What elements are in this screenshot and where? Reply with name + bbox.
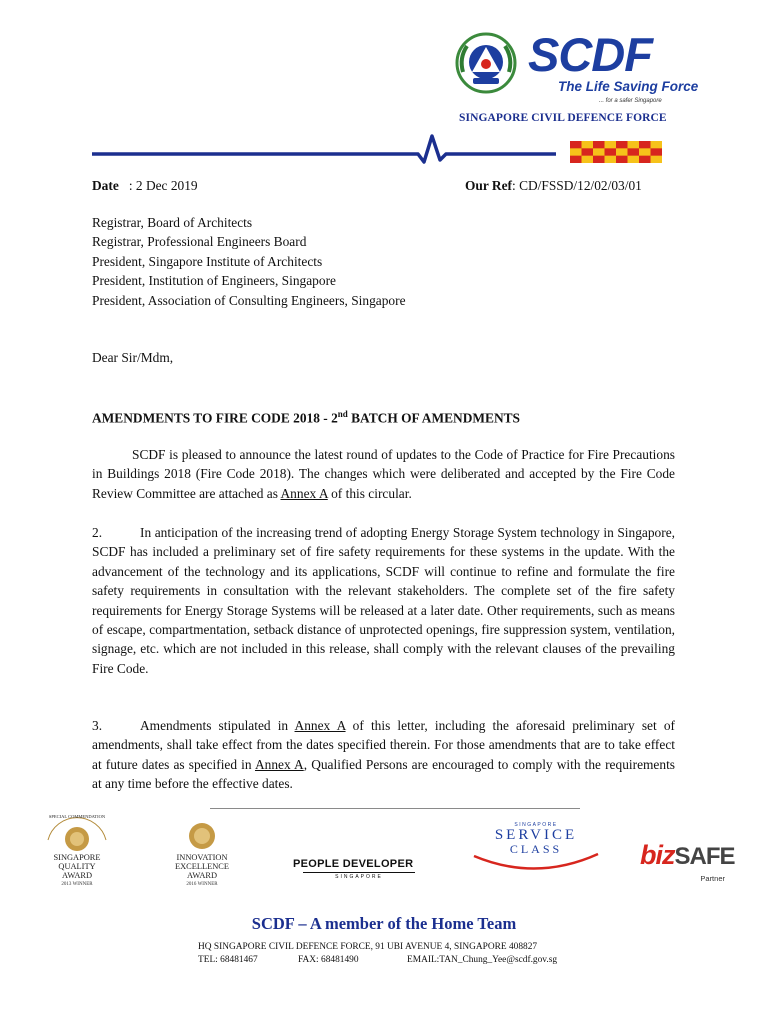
reference-line — [465, 176, 642, 195]
service-class-logo — [470, 822, 602, 882]
paragraph-3-number: 3. — [92, 718, 103, 733]
service-class-line2: CLASS — [509, 842, 563, 856]
ref-value: : CD/FSSD/12/02/03/01 — [512, 178, 642, 193]
footer-address: HQ SINGAPORE CIVIL DEFENCE FORCE, 91 UBI AVENUE 4, SINGAPORE 408827 — [198, 942, 538, 952]
paragraph-1 — [92, 445, 675, 503]
paragraph-3-text: Amendments stipulated in — [140, 718, 295, 733]
service-class-top: SINGAPORE — [514, 822, 558, 828]
checkered-pattern — [570, 141, 662, 163]
bizsafe-partner: Partner — [700, 874, 725, 883]
people-developer-text: PEOPLE DEVELOPER — [293, 858, 414, 870]
addressee-line: President, Institution of Engineers, Singapore — [92, 273, 336, 289]
ref-label: Our Ref — [465, 178, 512, 193]
scdf-tagline: The Life Saving Force — [558, 79, 699, 94]
subject-text-end: BATCH OF AMENDMENTS — [347, 410, 521, 426]
sqa-line: QUALITY — [58, 862, 96, 871]
paragraph-2 — [92, 523, 675, 678]
paragraph-1-text: SCDF is pleased to announce the latest round of updates to the Code of Practice for Fire Precautions in Buildings 2018 (Fire Code 2018). The changes which were deliberated and accepted by the Fire Code Review Committee are attached as — [92, 447, 675, 501]
footer-fax: FAX: 68481490 — [298, 955, 359, 965]
footer-email: EMAIL:TAN_Chung_Yee@scdf.gov.sg — [407, 955, 558, 965]
scdf-crest-logo — [455, 32, 517, 94]
iea-line: AWARD — [186, 871, 218, 880]
sqa-line: SINGAPORE — [53, 853, 101, 862]
iea-year: 2016 WINNER — [186, 882, 218, 887]
iea-line: EXCELLENCE — [175, 862, 229, 871]
sqa-name — [38, 853, 116, 889]
addressee-list — [92, 213, 406, 310]
footer-rule — [210, 808, 580, 809]
subject-heading — [92, 405, 520, 428]
bizsafe-biz: biz — [640, 840, 675, 870]
paragraph-3-text: , Qualified Persons are encouraged to comply with the requirements at any time before the effective dates. — [92, 756, 676, 792]
scdf-wordmark: SCDF — [528, 28, 652, 81]
lion-head-icon — [163, 812, 241, 852]
singapore-quality-award-logo — [38, 812, 116, 898]
salutation: Dear Sir/Mdm, — [92, 350, 174, 365]
subject-text: AMENDMENTS TO FIRE CODE 2018 - 2 — [92, 410, 338, 426]
addressee-line: President, Singapore Institute of Architects — [92, 253, 323, 269]
scdf-tagline-small: ... for a safer Singapore — [599, 98, 662, 104]
sqa-arc-text: SPECIAL COMMENDATION — [48, 814, 106, 819]
annex-a-link[interactable]: Annex A — [254, 756, 304, 772]
paragraph-3 — [92, 716, 675, 794]
innovation-excellence-award-logo — [163, 812, 241, 898]
org-name: SINGAPORE CIVIL DEFENCE FORCE — [459, 112, 667, 124]
sqa-line: AWARD — [61, 871, 93, 880]
addressee-line: President, Association of Consulting Engineers, Singapore — [92, 292, 406, 308]
addressee-line: Registrar, Board of Architects — [92, 215, 253, 230]
paragraph-3-text: of this letter, including the aforesaid preliminary set of amendments, shall take effect from the dates specified therein. For those amendments that are to take effect at future dates as specified in — [92, 718, 675, 772]
date-line — [92, 176, 198, 195]
people-developer-rule — [303, 872, 415, 873]
people-developer-logo — [293, 858, 425, 888]
footer-title: SCDF – A member of the Home Team — [251, 914, 517, 933]
annex-a-link[interactable]: Annex A — [280, 485, 328, 501]
annex-a-link[interactable]: Annex A — [294, 718, 346, 733]
paragraph-2-text: In anticipation of the increasing trend of adopting Energy Storage System technology in Singapore, SCDF has included a preliminary set of fire safety requirements for these systems in the update. With the advancement of the technology and its applications, SCDF will continue to refine and formulate the fire safety requirements in consultation with the relevant stakeholders. The complete set of the fire safety requirements for Energy Storage Systems will be released at a later date. Other requirements, such as means of escape, compartmentation, setback distance of unprotected openings, fire suppression system, ventilation, signage, etc. which are not included in this release, shall comply with the relevant clauses of the prevailing Fire Code. — [92, 525, 675, 676]
service-class-line1: SERVICE — [494, 827, 578, 843]
swoosh-icon — [470, 852, 602, 874]
date-value: : 2 Dec 2019 — [128, 178, 198, 193]
footer-tel: TEL: 68481467 — [198, 955, 258, 965]
bizsafe-safe: SAFE — [674, 843, 735, 870]
addressee-line: Registrar, Professional Engineers Board — [92, 234, 307, 250]
heartbeat-divider — [90, 132, 560, 166]
iea-name — [163, 853, 241, 889]
people-developer-sub: SINGAPORE — [335, 874, 383, 880]
date-label: Date — [92, 178, 119, 193]
sqa-year: 2013 WINNER — [61, 882, 93, 887]
iea-line: INNOVATION — [176, 853, 228, 862]
subject-superscript: nd — [337, 409, 348, 419]
paragraph-2-number: 2. — [92, 525, 103, 540]
bizsafe-logo — [640, 840, 735, 888]
paragraph-1-tail: of this circular. — [327, 485, 412, 501]
